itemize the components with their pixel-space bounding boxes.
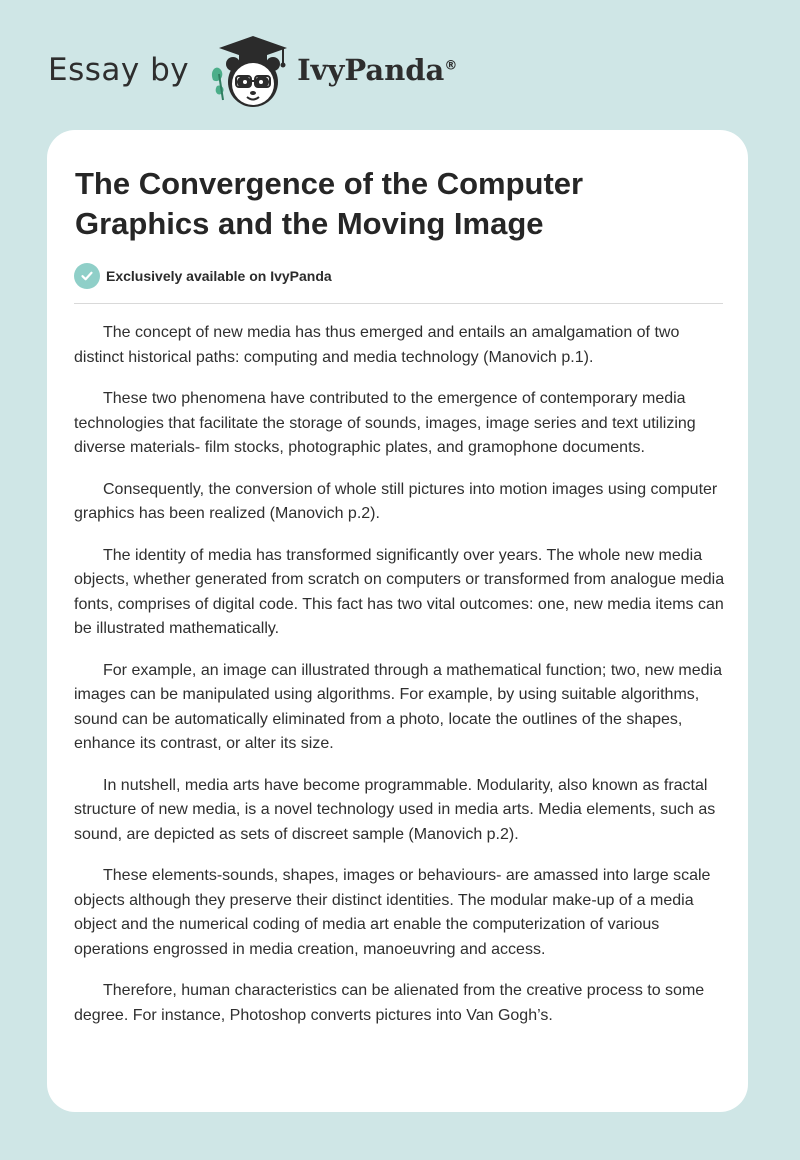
badge-label: Exclusively available on IvyPanda <box>106 268 332 284</box>
essay-card <box>47 130 748 1112</box>
check-circle-icon <box>74 263 100 289</box>
paragraph: The concept of new media has thus emerged and entails an amalgamation of two distinct historical paths: computing and media technology (Manovich p.1). <box>74 324 680 366</box>
paragraph: These two phenomena have contributed to the emergence of contemporary media technologies that facilitate the storage of sounds, images, image series and text utilizing diverse materials- film stocks, photographic plates, and gramophone documents. <box>74 390 696 456</box>
paragraph: For example, an image can illustrated through a mathematical function; two, new media images can be manipulated using algorithms. For example, by using suitable algorithms, sound can be automatically eliminated from a photo, locate the outlines of the shapes, enhance its contrast, or alter its size. <box>74 661 722 752</box>
divider <box>74 303 723 304</box>
brand-name[interactable] <box>297 53 457 87</box>
site-header <box>48 30 457 110</box>
registered-mark: ® <box>444 58 458 74</box>
paragraph: The identity of media has transformed significantly over years. The whole new media objects, whether generated from scratch on computers or transformed from analogue media fonts, comprises of digital code. This fact has two vital outcomes: one, new media items can be illustrated mathematically. <box>74 546 725 637</box>
paragraph: Consequently, the conversion of whole still pictures into motion images using computer graphics has been realized (Manovich p.2). <box>74 480 718 522</box>
brand-text: IvyPanda <box>297 53 445 87</box>
exclusive-badge <box>74 263 332 289</box>
essay-title: The Convergence of the Computer Graphics and the Moving Image <box>75 166 584 241</box>
essay-body <box>74 321 726 1045</box>
paragraph: In nutshell, media arts have become programmable. Modularity, also known as fractal structure of new media, is a novel technology used in media arts. Media elements, such as sound, are depicted as sets of discreet sample (Manovich p.2). <box>74 776 716 843</box>
paragraph: These elements-sounds, shapes, images or behaviours- are amassed into large scale objects although they preserve their distinct identities. The modular make-up of a media object and the numerical coding of media art enable the computerization of various operations engrossed in media creation, manoeuvring and access. <box>74 867 711 958</box>
panda-logo-icon[interactable] <box>207 30 291 110</box>
paragraph: Therefore, human characteristics can be alienated from the creative process to some degree. For instance, Photoshop converts pictures into Van Gogh’s. <box>74 982 705 1024</box>
essay-by-label: Essay by <box>48 52 190 88</box>
